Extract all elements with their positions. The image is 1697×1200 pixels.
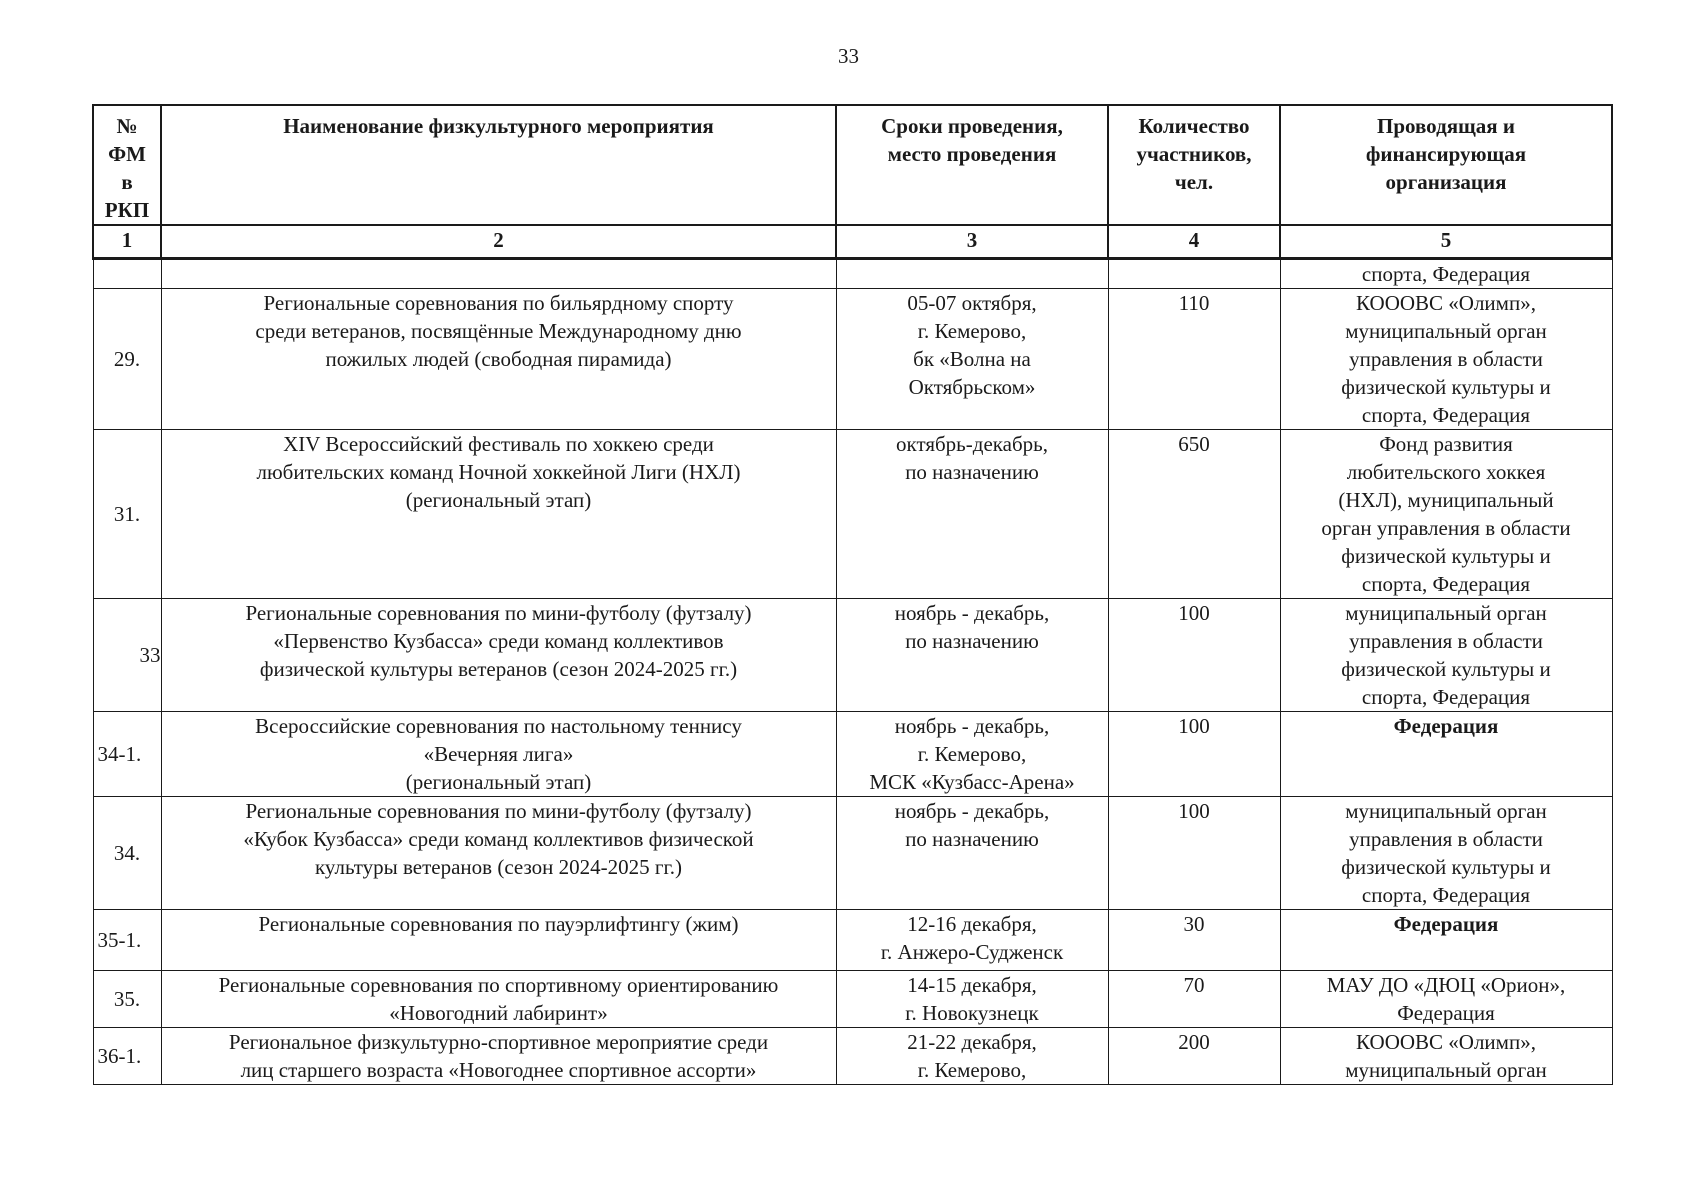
column-numbers-row — [93, 225, 1612, 258]
table-row — [93, 429, 1612, 598]
event-name: Региональные соревнования по спортивному ориентированию «Новогодний лабиринт» — [161, 970, 836, 1027]
event-name: XIV Всероссийский фестиваль по хоккею среди любительских команд Ночной хоккейной Лиги (НХЛ) (региональный этап) — [161, 429, 836, 598]
organization: КОООВС «Олимп», муниципальный орган — [1280, 1027, 1612, 1084]
participants-count: 100 — [1108, 796, 1280, 909]
event-dates-place: ноябрь - декабрь, по назначению — [836, 796, 1108, 909]
organization: Федерация — [1280, 711, 1612, 796]
table-row — [93, 909, 1612, 970]
table-row — [93, 288, 1612, 429]
organization: муниципальный орган управления в области физической культуры и спорта, Федерация — [1280, 796, 1612, 909]
event-dates-place: ноябрь - декабрь, г. Кемерово, МСК «Кузбасс-Арена» — [836, 711, 1108, 796]
row-number — [93, 258, 161, 288]
participants-count: 650 — [1108, 429, 1280, 598]
organization: Федерация — [1280, 909, 1612, 970]
event-dates-place: 21-22 декабря, г. Кемерово, — [836, 1027, 1108, 1084]
table-row — [93, 711, 1612, 796]
organization: спорта, Федерация — [1280, 258, 1612, 288]
participants-count: 100 — [1108, 598, 1280, 711]
header-participants: Количество участников, чел. — [1108, 105, 1280, 225]
row-number: 35-1. — [93, 909, 161, 970]
table-row — [93, 970, 1612, 1027]
event-name: Всероссийские соревнования по настольному теннису «Вечерняя лига» (региональный этап) — [161, 711, 836, 796]
participants-count: 100 — [1108, 711, 1280, 796]
table-row — [93, 258, 1612, 288]
event-name: Региональные соревнования по мини-футболу (футзалу) «Кубок Кузбасса» среди команд коллективов физической культуры ветеранов (сезон 2024-2025 гг.) — [161, 796, 836, 909]
event-dates-place: 05-07 октября, г. Кемерово, бк «Волна на Октябрьском» — [836, 288, 1108, 429]
participants-count: 110 — [1108, 288, 1280, 429]
header-number: № ФМ в РКП — [93, 105, 161, 225]
event-dates-place: 14-15 декабря, г. Новокузнецк — [836, 970, 1108, 1027]
column-number: 4 — [1108, 225, 1280, 258]
event-name: Региональные соревнования по бильярдному спорту среди ветеранов, посвящённые Международному дню пожилых людей (свободная пирамида) — [161, 288, 836, 429]
event-name: Региональные соревнования по мини-футболу (футзалу) «Первенство Кузбасса» среди команд коллективов физической культуры ветеранов (сезон 2024-2025 гг.) — [161, 598, 836, 711]
row-number: 31. — [93, 429, 161, 598]
row-number: 34. — [93, 796, 161, 909]
header-event-name: Наименование физкультурного мероприятия — [161, 105, 836, 225]
table-row — [93, 1027, 1612, 1084]
participants-count: 30 — [1108, 909, 1280, 970]
event-dates-place: октябрь-декабрь, по назначению — [836, 429, 1108, 598]
table-header — [93, 105, 1612, 258]
row-number: 35. — [93, 970, 161, 1027]
events-table — [92, 104, 1613, 1085]
header-row — [93, 105, 1612, 225]
event-dates-place — [836, 258, 1108, 288]
table-body — [93, 258, 1612, 1084]
event-name — [161, 258, 836, 288]
organization: Фонд развития любительского хоккея (НХЛ), муниципальный орган управления в области физической культуры и спорта, Федерация — [1280, 429, 1612, 598]
event-dates-place: ноябрь - декабрь, по назначению — [836, 598, 1108, 711]
table-row — [93, 796, 1612, 909]
organization: МАУ ДО «ДЮЦ «Орион», Федерация — [1280, 970, 1612, 1027]
table-row — [93, 598, 1612, 711]
event-name: Региональное физкультурно-спортивное мероприятие среди лиц старшего возраста «Новогоднее спортивное ассорти» — [161, 1027, 836, 1084]
event-dates-place: 12-16 декабря, г. Анжеро-Судженск — [836, 909, 1108, 970]
participants-count: 70 — [1108, 970, 1280, 1027]
header-organization: Проводящая и финансирующая организация — [1280, 105, 1612, 225]
column-number: 5 — [1280, 225, 1612, 258]
organization: муниципальный орган управления в области физической культуры и спорта, Федерация — [1280, 598, 1612, 711]
organization: КОООВС «Олимп», муниципальный орган управления в области физической культуры и спорта, Федерация — [1280, 288, 1612, 429]
row-number: 34-1. — [93, 711, 161, 796]
event-name: Региональные соревнования по пауэрлифтингу (жим) — [161, 909, 836, 970]
column-number: 2 — [161, 225, 836, 258]
column-number: 1 — [93, 225, 161, 258]
participants-count — [1108, 258, 1280, 288]
column-number: 3 — [836, 225, 1108, 258]
participants-count: 200 — [1108, 1027, 1280, 1084]
row-number: 33 — [93, 598, 161, 711]
row-number: 36-1. — [93, 1027, 161, 1084]
header-dates-place: Сроки проведения, место проведения — [836, 105, 1108, 225]
page-number: 33 — [838, 44, 859, 68]
row-number: 29. — [93, 288, 161, 429]
